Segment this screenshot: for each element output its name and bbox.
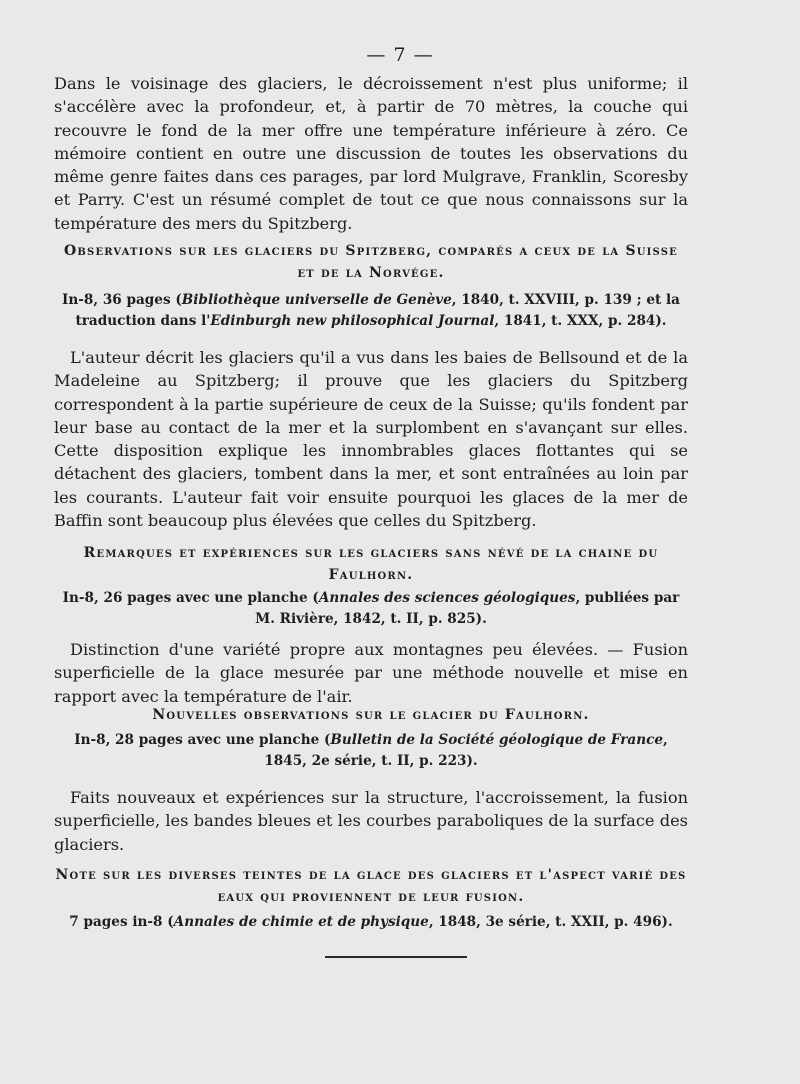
section-2-title: Remarques et expériences sur les glaciers sans névé de la chaine du Faulhorn.: [83, 545, 659, 583]
ref-text: , 1840, t. XXVIII, p. 139 ; et la traduction dans l': [75, 292, 680, 329]
ref-text: , 1841, t. XXX, p. 284).: [494, 313, 667, 329]
ref-text: In-8, 36 pages (: [62, 292, 182, 308]
section-1-paragraph: L'auteur décrit les glaciers qu'il a vus dans les baies de Bellsound et de la Madeleine au Spitzberg; il prouve que les glaciers du Spitzberg correspondent à la partie supérieure de ceux de la Suisse; qu'ils fondent par leur base au contact de la mer et la surplombent en s'avançant sur elles. Cette disposition explique les innombrables glaces flottantes qui se détachent des glaciers, tombent dans la mer, et sont entraînées au loin par les courants. L'auteur fait voir ensuite pourquoi les glaces de la mer de Baffin sont beaucoup plus élevées que celles du Spitzberg.: [54, 348, 688, 531]
ref-text: , 1845, 2e série, t. II, p. 223).: [264, 732, 668, 769]
ref-text: In-8, 26 pages avec une planche (: [62, 590, 319, 606]
section-4: [54, 864, 688, 933]
ref-journal: Bibliothèque universelle de Genève: [181, 292, 452, 308]
section-3-reference: [54, 730, 688, 772]
end-rule: [325, 956, 467, 958]
section-4-reference: [54, 912, 688, 933]
section-3-title: Nouvelles observations sur le glacier du Faulhorn.: [152, 707, 590, 723]
ref-text: In-8, 28 pages avec une planche (: [74, 732, 331, 748]
ref-journal: Edinburgh new philosophical Journal: [210, 313, 495, 329]
page-number: — 7 —: [366, 44, 434, 66]
section-3: [54, 704, 688, 856]
ref-text: 7 pages in-8 (: [69, 914, 174, 930]
section-1-reference: [54, 290, 688, 332]
ref-journal: Bulletin de la Société géologique de France: [330, 732, 664, 748]
ref-journal: Annales des sciences géologiques: [318, 590, 576, 606]
section-2: [54, 542, 688, 708]
section-2-reference: [54, 588, 688, 630]
intro-paragraph: Dans le voisinage des glaciers, le décroissement n'est plus uniforme; il s'accélère avec la profondeur, et, à partir de 70 mètres, la couche qui recouvre le fond de la mer offre une température inférieure à zéro. Ce mémoire contient en outre une discussion de toutes les observations du même genre faites dans ces parages, par lord Mulgrave, Franklin, Scoresby et Parry. C'est un résumé complet de tout ce que nous connaissons sur la température des mers du Spitzberg.: [54, 74, 688, 233]
section-1: [54, 240, 688, 532]
section-2-paragraph: Distinction d'une variété propre aux montagnes peu élevées. — Fusion superficielle de la glace mesurée par une méthode nouvelle et mise en rapport avec la température de l'air.: [54, 640, 688, 706]
ref-text: , 1848, 3e série, t. XXII, p. 496).: [428, 914, 673, 930]
section-3-paragraph: Faits nouveaux et expériences sur la structure, l'accroissement, la fusion superficielle, les bandes bleues et les courbes paraboliques de la surface des glaciers.: [54, 788, 688, 854]
intro-block: [54, 72, 688, 235]
section-4-title: Note sur les diverses teintes de la glace des glaciers et l'aspect varié des eaux qui proviennent de leur fusion.: [55, 867, 687, 905]
ref-journal: Annales de chimie et de physique: [173, 914, 429, 930]
section-1-title: Observations sur les glaciers du Spitzberg, comparés a ceux de la Suisse et de la Norvége.: [63, 243, 679, 281]
ref-text: , publiées par M. Rivière, 1842, t. II, p. 825).: [255, 590, 680, 627]
